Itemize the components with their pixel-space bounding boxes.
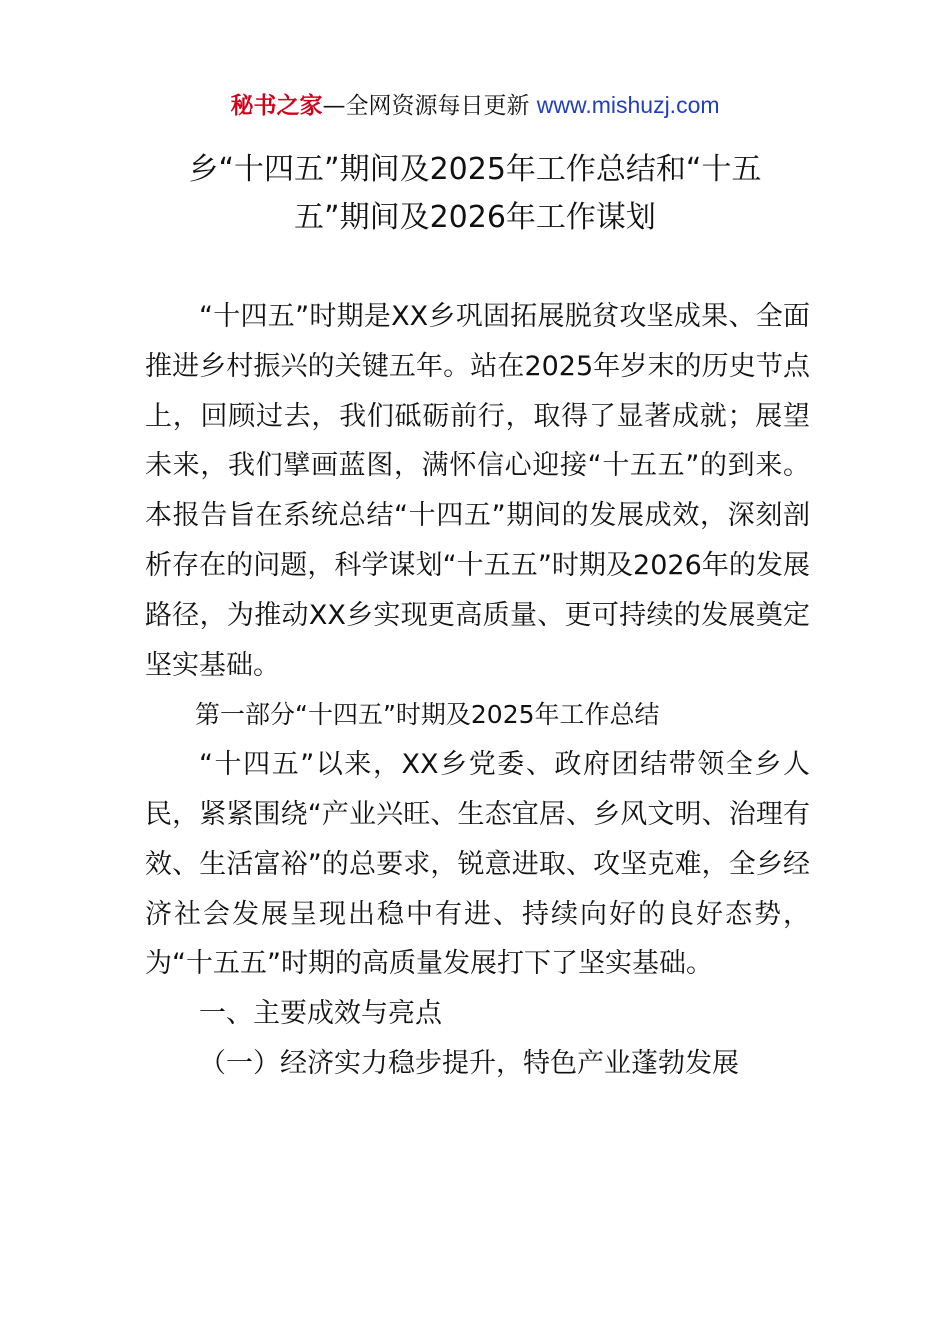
document-title xyxy=(140,146,810,242)
intro-paragraph: “十四五”时期是XX乡巩固拓展脱贫攻坚成果、全面推进乡村振兴的关键五年。站在2025年岁末的历史节点上，回顾过去，我们砥砺前行，取得了显著成就；展望未来，我们擘画蓝图，满怀信心迎接“十五五”的到来。本报告旨在系统总结“十四五”期间的发展成效，深刻剖析存在的问题，科学谋划“十五五”时期及2026年的发展路径，为推动XX乡实现更高质量、更可持续的发展奠定坚实基础。 xyxy=(145,301,810,681)
header-tagline: —全网资源每日更新 xyxy=(322,93,537,119)
brand-name: 秘书之家 xyxy=(230,93,323,119)
part-one-paragraph: “十四五”以来，XX乡党委、政府团结带领全乡人民，紧紧围绕“产业兴旺、生态宜居、乡风文明、治理有效、生活富裕”的总要求，锐意进取、攻坚克难，全乡经济社会发展呈现出稳中有进、持续向好的良好态势，为“十五五”时期的高质量发展打下了坚实基础。 xyxy=(145,749,810,980)
section-one-heading: 一、主要成效与亮点 xyxy=(199,998,442,1030)
title-line-1: 乡“十四五”期间及2025年工作总结和“十五 xyxy=(188,152,762,187)
title-line-2: 五”期间及2026年工作谋划 xyxy=(294,200,656,235)
part-one-heading: 第一部分“十四五”时期及2025年工作总结 xyxy=(195,700,660,730)
site-header xyxy=(0,88,950,123)
document-body xyxy=(145,292,810,1089)
subsection-one-heading: （一）经济实力稳步提升，特色产业蓬勃发展 xyxy=(199,1047,739,1079)
site-url-link[interactable]: www.mishuzj.com xyxy=(536,92,720,118)
